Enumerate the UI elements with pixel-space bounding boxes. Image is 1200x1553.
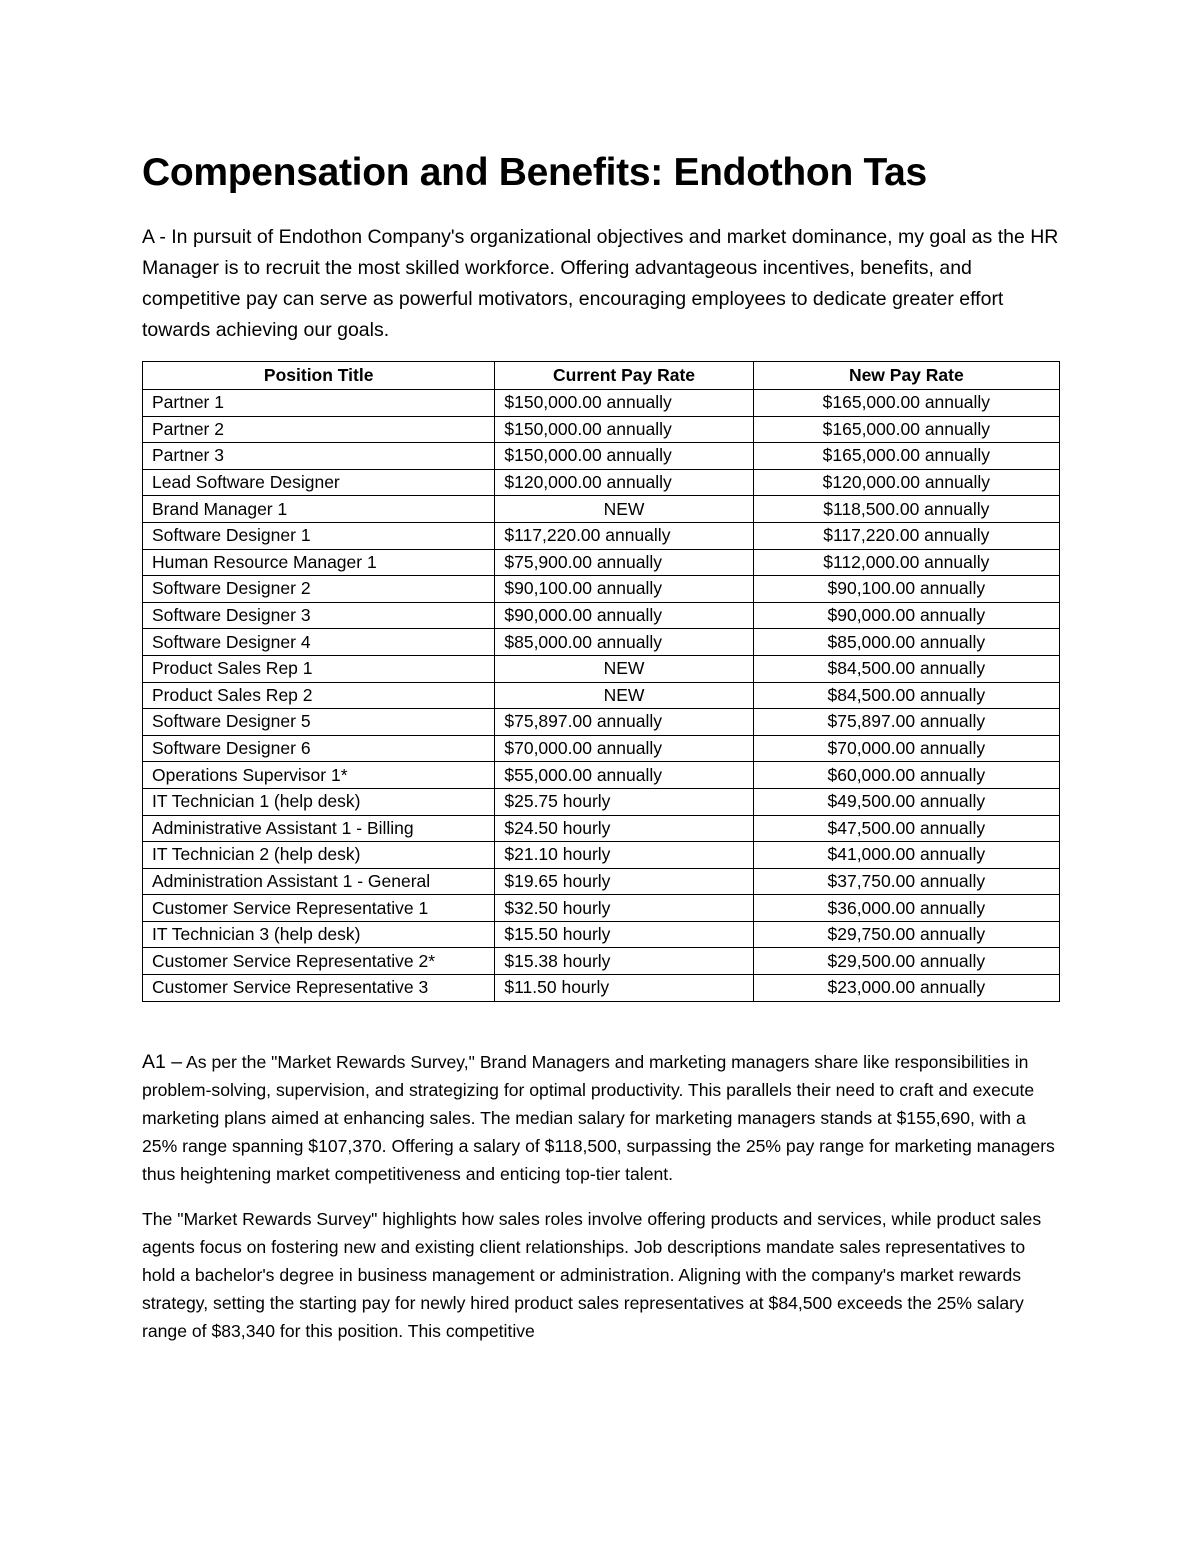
- intro-paragraph: A - In pursuit of Endothon Company's organizational objectives and market dominance, my goal as the HR Manager is to recruit the most skilled workforce. Offering advantageous incentives, benefits, and competitive pay can serve as powerful motivators, encouraging employees to dedicate greater effort towards achieving our goals.: [142, 226, 1059, 341]
- table-row: [143, 895, 1060, 922]
- cell-position-title: Operations Supervisor 1*: [143, 762, 495, 789]
- cell-current-pay-rate: $150,000.00 annually: [495, 443, 753, 470]
- cell-current-pay-rate: $70,000.00 annually: [495, 735, 753, 762]
- cell-current-pay-rate: $19.65 hourly: [495, 868, 753, 895]
- table-row: [143, 682, 1060, 709]
- cell-new-pay-rate: $120,000.00 annually: [753, 469, 1059, 496]
- cell-position-title: Human Resource Manager 1: [143, 549, 495, 576]
- cell-new-pay-rate: $165,000.00 annually: [753, 443, 1059, 470]
- cell-current-pay-rate: $117,220.00 annually: [495, 522, 753, 549]
- cell-current-pay-rate: $85,000.00 annually: [495, 629, 753, 656]
- table-row: [143, 921, 1060, 948]
- cell-position-title: Product Sales Rep 1: [143, 655, 495, 682]
- table-body: [143, 390, 1060, 1002]
- header-new-pay-rate: New Pay Rate: [753, 362, 1059, 390]
- table-row: [143, 709, 1060, 736]
- cell-current-pay-rate: $32.50 hourly: [495, 895, 753, 922]
- header-current-pay-rate: Current Pay Rate: [495, 362, 753, 390]
- cell-current-pay-rate: $15.50 hourly: [495, 921, 753, 948]
- document-title: Compensation and Benefits: Endothon Tas: [142, 151, 927, 194]
- cell-new-pay-rate: $60,000.00 annually: [753, 762, 1059, 789]
- cell-current-pay-rate: $150,000.00 annually: [495, 390, 753, 417]
- cell-current-pay-rate: $75,900.00 annually: [495, 549, 753, 576]
- a1-paragraph-1-text: As per the "Market Rewards Survey," Brand Managers and marketing managers share like responsibilities in problem-solving, supervision, and strategizing for optimal productivity. This parallels their need to craft and execute marketing plans aimed at enhancing sales. The median salary for marketing managers stands at $155,690, with a 25% range spanning $107,370. Offering a salary of $118,500, surpassing the 25% pay range for marketing managers thus heightening market competitiveness and enticing top-tier talent.: [142, 1051, 1055, 1185]
- cell-position-title: Software Designer 2: [143, 576, 495, 603]
- cell-current-pay-rate: $25.75 hourly: [495, 788, 753, 815]
- a1-label: A1 –: [142, 1050, 183, 1073]
- table-row: [143, 522, 1060, 549]
- table-row: [143, 655, 1060, 682]
- cell-position-title: Administration Assistant 1 - General: [143, 868, 495, 895]
- cell-new-pay-rate: $29,750.00 annually: [753, 921, 1059, 948]
- table-row: [143, 390, 1060, 417]
- table-row: [143, 496, 1060, 523]
- cell-current-pay-rate: $11.50 hourly: [495, 975, 753, 1002]
- cell-new-pay-rate: $47,500.00 annually: [753, 815, 1059, 842]
- cell-position-title: Customer Service Representative 3: [143, 975, 495, 1002]
- cell-position-title: Product Sales Rep 2: [143, 682, 495, 709]
- pay-rate-table: [142, 361, 1060, 1002]
- cell-position-title: Software Designer 3: [143, 602, 495, 629]
- cell-current-pay-rate: $21.10 hourly: [495, 842, 753, 869]
- cell-new-pay-rate: $36,000.00 annually: [753, 895, 1059, 922]
- cell-new-pay-rate: $84,500.00 annually: [753, 682, 1059, 709]
- table-row: [143, 602, 1060, 629]
- cell-new-pay-rate: $112,000.00 annually: [753, 549, 1059, 576]
- a1-paragraph-2: The "Market Rewards Survey" highlights how sales roles involve offering products and services, while product sales agents focus on fostering new and existing client relationships. Job descriptions mandate sales representatives to hold a bachelor's degree in business management or administration. Aligning with the company's market rewards strategy, setting the starting pay for newly hired product sales representatives at $84,500 exceeds the 25% salary range of $83,340 for this position. This competitive: [142, 1208, 1042, 1342]
- table-row: [143, 549, 1060, 576]
- table-row: [143, 735, 1060, 762]
- table-row: [143, 469, 1060, 496]
- document-page: [142, 150, 1060, 1346]
- table-row: [143, 948, 1060, 975]
- cell-new-pay-rate: $118,500.00 annually: [753, 496, 1059, 523]
- cell-position-title: Administrative Assistant 1 - Billing: [143, 815, 495, 842]
- table-row: [143, 815, 1060, 842]
- table-row: [143, 975, 1060, 1002]
- cell-current-pay-rate: $120,000.00 annually: [495, 469, 753, 496]
- cell-position-title: Software Designer 5: [143, 709, 495, 736]
- section-a1: [142, 1048, 1060, 1346]
- cell-current-pay-rate: NEW: [495, 496, 753, 523]
- cell-new-pay-rate: $84,500.00 annually: [753, 655, 1059, 682]
- cell-current-pay-rate: NEW: [495, 682, 753, 709]
- cell-position-title: Customer Service Representative 1: [143, 895, 495, 922]
- cell-position-title: Software Designer 6: [143, 735, 495, 762]
- table-row: [143, 788, 1060, 815]
- cell-current-pay-rate: $75,897.00 annually: [495, 709, 753, 736]
- cell-new-pay-rate: $90,000.00 annually: [753, 602, 1059, 629]
- cell-new-pay-rate: $70,000.00 annually: [753, 735, 1059, 762]
- cell-position-title: IT Technician 1 (help desk): [143, 788, 495, 815]
- cell-current-pay-rate: $90,000.00 annually: [495, 602, 753, 629]
- cell-position-title: IT Technician 2 (help desk): [143, 842, 495, 869]
- cell-new-pay-rate: $49,500.00 annually: [753, 788, 1059, 815]
- cell-position-title: Software Designer 4: [143, 629, 495, 656]
- cell-position-title: Partner 1: [143, 390, 495, 417]
- header-position-title: Position Title: [143, 362, 495, 390]
- cell-position-title: Software Designer 1: [143, 522, 495, 549]
- cell-new-pay-rate: $41,000.00 annually: [753, 842, 1059, 869]
- cell-new-pay-rate: $29,500.00 annually: [753, 948, 1059, 975]
- cell-new-pay-rate: $117,220.00 annually: [753, 522, 1059, 549]
- cell-new-pay-rate: $75,897.00 annually: [753, 709, 1059, 736]
- table-row: [143, 868, 1060, 895]
- table-row: [143, 629, 1060, 656]
- cell-new-pay-rate: $165,000.00 annually: [753, 416, 1059, 443]
- cell-new-pay-rate: $37,750.00 annually: [753, 868, 1059, 895]
- cell-current-pay-rate: $15.38 hourly: [495, 948, 753, 975]
- cell-current-pay-rate: $24.50 hourly: [495, 815, 753, 842]
- table-header-row: [143, 362, 1060, 390]
- cell-current-pay-rate: NEW: [495, 655, 753, 682]
- cell-position-title: Partner 3: [143, 443, 495, 470]
- cell-new-pay-rate: $165,000.00 annually: [753, 390, 1059, 417]
- cell-current-pay-rate: $90,100.00 annually: [495, 576, 753, 603]
- cell-position-title: Partner 2: [143, 416, 495, 443]
- cell-current-pay-rate: $150,000.00 annually: [495, 416, 753, 443]
- table-row: [143, 443, 1060, 470]
- cell-position-title: Brand Manager 1: [143, 496, 495, 523]
- cell-position-title: Lead Software Designer: [143, 469, 495, 496]
- cell-new-pay-rate: $23,000.00 annually: [753, 975, 1059, 1002]
- cell-new-pay-rate: $85,000.00 annually: [753, 629, 1059, 656]
- cell-position-title: Customer Service Representative 2*: [143, 948, 495, 975]
- cell-current-pay-rate: $55,000.00 annually: [495, 762, 753, 789]
- cell-new-pay-rate: $90,100.00 annually: [753, 576, 1059, 603]
- table-row: [143, 842, 1060, 869]
- table-row: [143, 416, 1060, 443]
- a1-paragraph-1: [142, 1048, 1060, 1189]
- table-row: [143, 762, 1060, 789]
- cell-position-title: IT Technician 3 (help desk): [143, 921, 495, 948]
- table-row: [143, 576, 1060, 603]
